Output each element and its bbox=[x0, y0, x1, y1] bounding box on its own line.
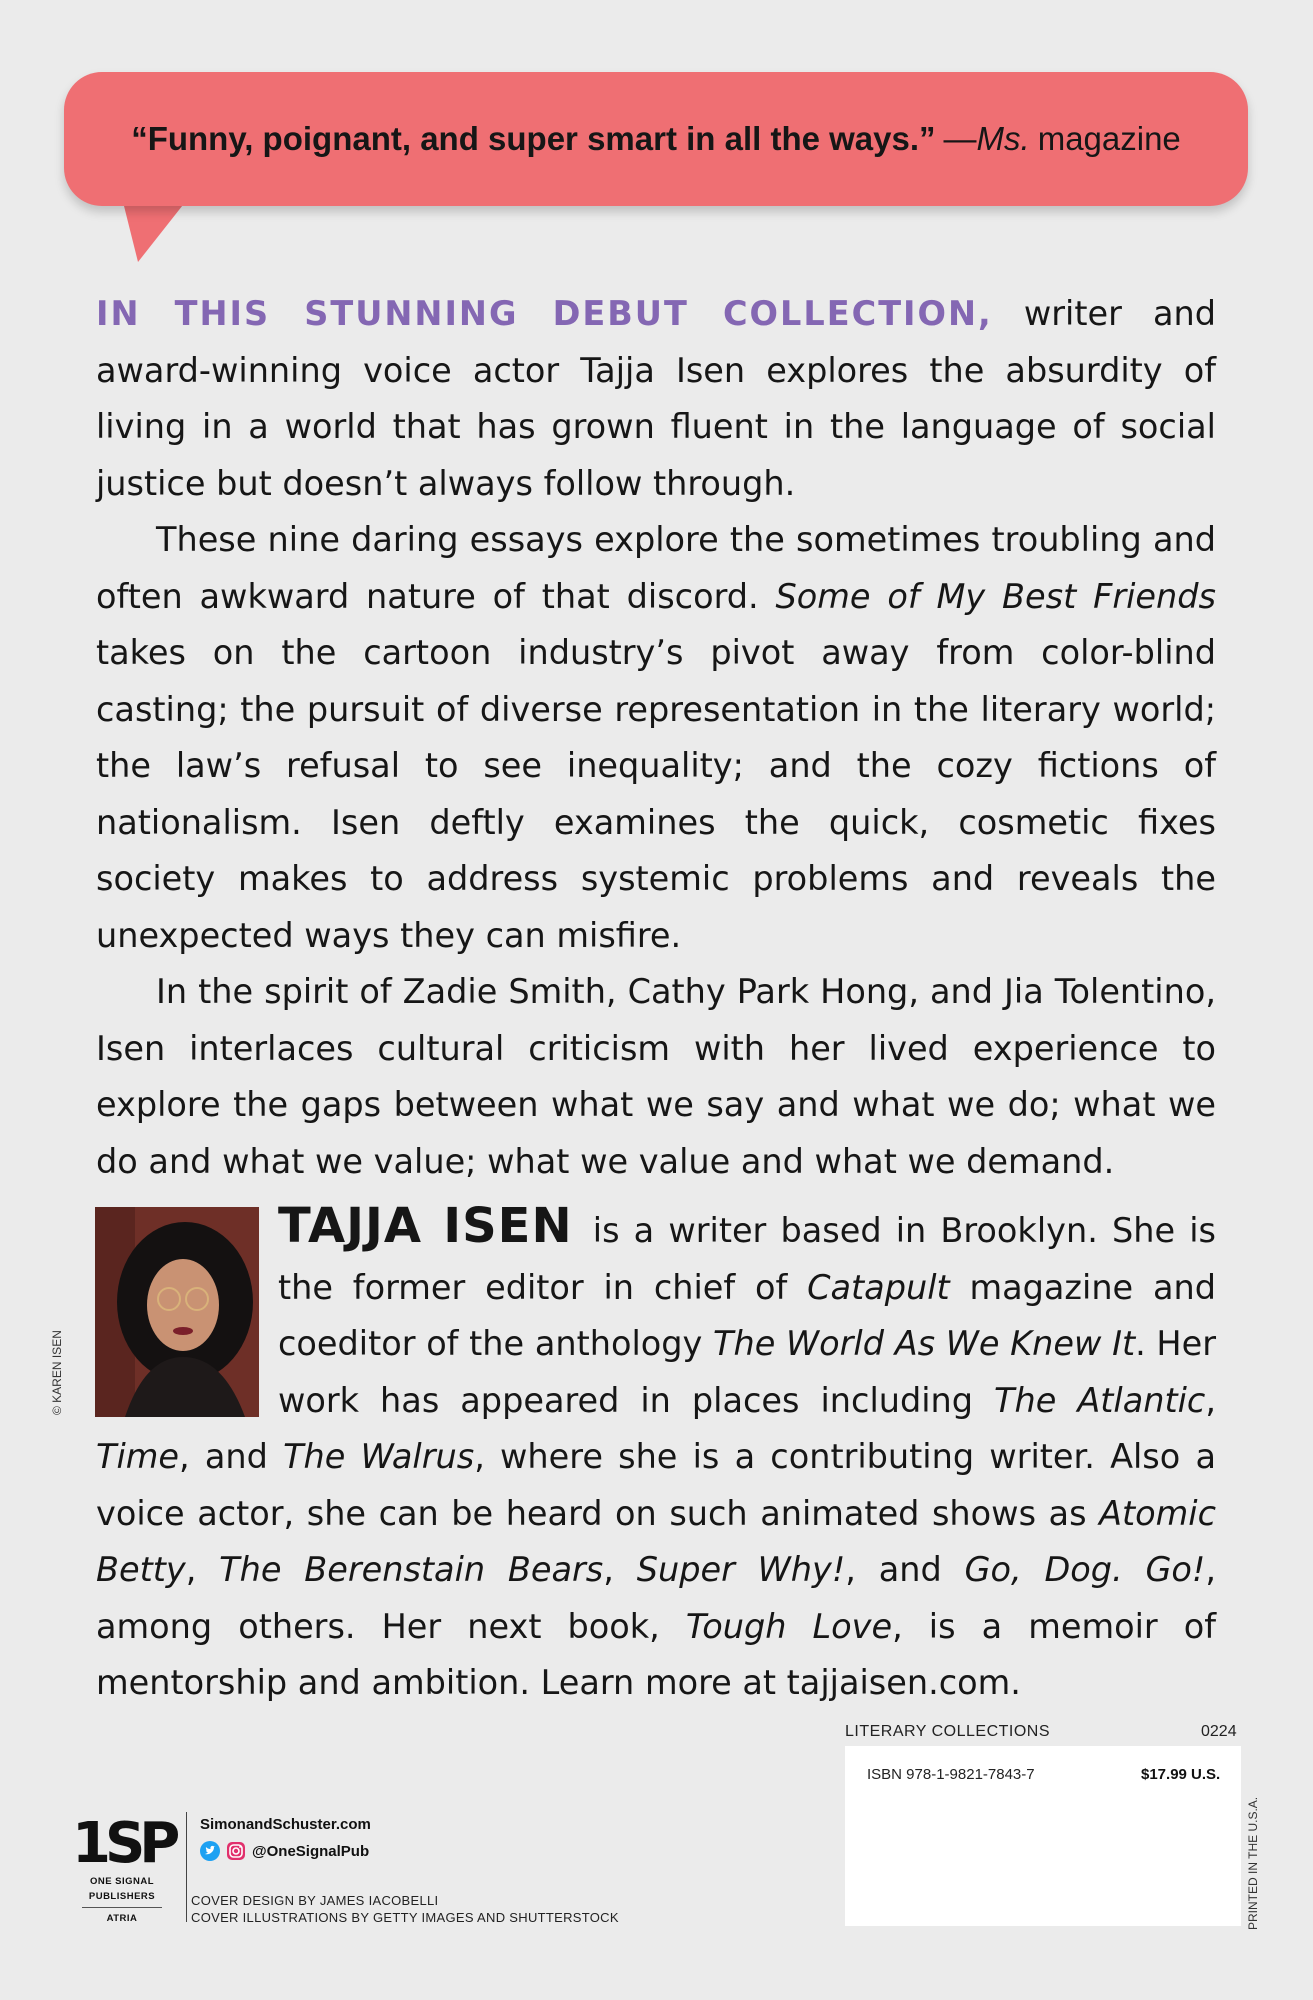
bio-text-run: , bbox=[1205, 1380, 1216, 1420]
photo-credit: © KAREN ISEN bbox=[50, 1330, 64, 1415]
bio-text-run: , among others. Her next book, bbox=[96, 1550, 1216, 1646]
publisher-divider bbox=[82, 1907, 162, 1908]
social-row bbox=[200, 1841, 369, 1861]
description-paragraph-2 bbox=[96, 512, 1216, 964]
quote-source: magazine bbox=[1037, 120, 1181, 157]
printed-in: PRINTED IN THE U.S.A. bbox=[1246, 1796, 1260, 1930]
bio-text-run: is a writer based in Brooklyn. She is the former editor in chief of bbox=[278, 1211, 1216, 1307]
review-quote bbox=[64, 72, 1248, 206]
vertical-divider bbox=[186, 1812, 187, 1922]
quote-text: “Funny, poignant, and super smart in all the ways.” bbox=[131, 120, 936, 157]
bio-text-run: , and bbox=[845, 1550, 965, 1589]
bio-title-run: Atomic Betty bbox=[96, 1493, 1216, 1589]
bio-text-run: magazine and coeditor of the anthology bbox=[278, 1267, 1216, 1363]
cover-design-credit: COVER DESIGN BY JAMES IACOBELLI bbox=[191, 1893, 439, 1908]
description-p1-text: writer and award-winning voice actor Tajja Isen explores the absurdity of living in a world that has grown fluent in the language of social justice but doesn’t always follow through. bbox=[96, 294, 1216, 503]
lead-in: IN THIS STUNNING DEBUT COLLECTION, bbox=[96, 294, 993, 333]
twitter-icon bbox=[200, 1841, 220, 1861]
bio-title-run: Tough Love bbox=[685, 1606, 893, 1646]
bio-title-run: The Atlantic bbox=[994, 1380, 1206, 1420]
publisher-logo bbox=[70, 1810, 180, 1868]
quote-source-italic: Ms. bbox=[976, 120, 1030, 157]
instagram-icon bbox=[226, 1841, 246, 1861]
bio-title-run: Go, Dog. Go! bbox=[964, 1550, 1206, 1589]
price: $17.99 U.S. bbox=[1141, 1766, 1221, 1783]
author-name: TAJJA ISEN bbox=[278, 1198, 573, 1254]
cover-illustration-credit: COVER ILLUSTRATIONS BY GETTY IMAGES AND SHUTTERSTOCK bbox=[191, 1910, 619, 1925]
bio-title-run: Super Why! bbox=[636, 1550, 846, 1589]
author-bio bbox=[96, 1198, 1216, 1712]
description-p2-rest: takes on the cartoon industry’s pivot away from color-blind casting; the pursuit of diverse representation in the literary world; the law’s refusal to see inequality; and the cozy fictions of nationalism. Isen deftly examines the quick, cosmetic fixes society makes to address systemic problems and reveals the unexpected ways they can misfire. bbox=[96, 633, 1216, 955]
description-paragraph-1 bbox=[96, 286, 1216, 512]
bio-text-run: , bbox=[185, 1550, 220, 1589]
publisher-website: SimonandSchuster.com bbox=[200, 1816, 371, 1833]
bio-title-run: Catapult bbox=[807, 1267, 950, 1307]
bio-title-run: The Berenstain Bears bbox=[219, 1550, 604, 1589]
publisher-logo-text: 1SP bbox=[72, 1811, 175, 1868]
bio-title-run: The World As We Knew It bbox=[713, 1324, 1136, 1363]
bio-text-run: , bbox=[603, 1550, 637, 1589]
photo-spacer bbox=[96, 1198, 278, 1424]
bio-text-run: , and bbox=[179, 1437, 284, 1476]
bio-title-run: Time bbox=[96, 1437, 180, 1476]
publisher-name-line2: PUBLISHERS bbox=[88, 1891, 156, 1902]
book-title: Some of My Best Friends bbox=[775, 576, 1216, 616]
imprint-name: ATRIA bbox=[106, 1913, 138, 1924]
social-handle: @OneSignalPub bbox=[252, 1842, 370, 1860]
publisher-name-line1: ONE SIGNAL bbox=[89, 1876, 155, 1887]
category-code: 0224 bbox=[1201, 1723, 1237, 1740]
book-description bbox=[96, 286, 1216, 1190]
category-label: LITERARY COLLECTIONS bbox=[845, 1723, 1051, 1740]
bio-text-run: , is a memoir of mentorship and ambition. Learn more at tajjaisen.com. bbox=[96, 1606, 1216, 1702]
bio-title-run: The Walrus bbox=[283, 1437, 475, 1476]
publisher-name bbox=[66, 1874, 178, 1904]
description-paragraph-3: In the spirit of Zadie Smith, Cathy Park Hong, and Jia Tolentino, Isen interlaces cultural criticism with her lived experience to explore the gaps between what we say and what we do; what we do and what we value; what we value and what we demand. bbox=[96, 972, 1216, 1181]
bio-text-run: , where she is a contributing writer. Also a voice actor, she can be heard on such animated shows as bbox=[96, 1437, 1216, 1533]
isbn: ISBN 978-1-9821-7843-7 bbox=[867, 1766, 1035, 1783]
quote-dash: — bbox=[943, 120, 977, 157]
bio-text-run: . Her work has appeared in places including bbox=[278, 1324, 1217, 1420]
description-p2-start: These nine daring essays explore the sometimes troubling and often awkward nature of that discord. bbox=[96, 520, 1216, 616]
